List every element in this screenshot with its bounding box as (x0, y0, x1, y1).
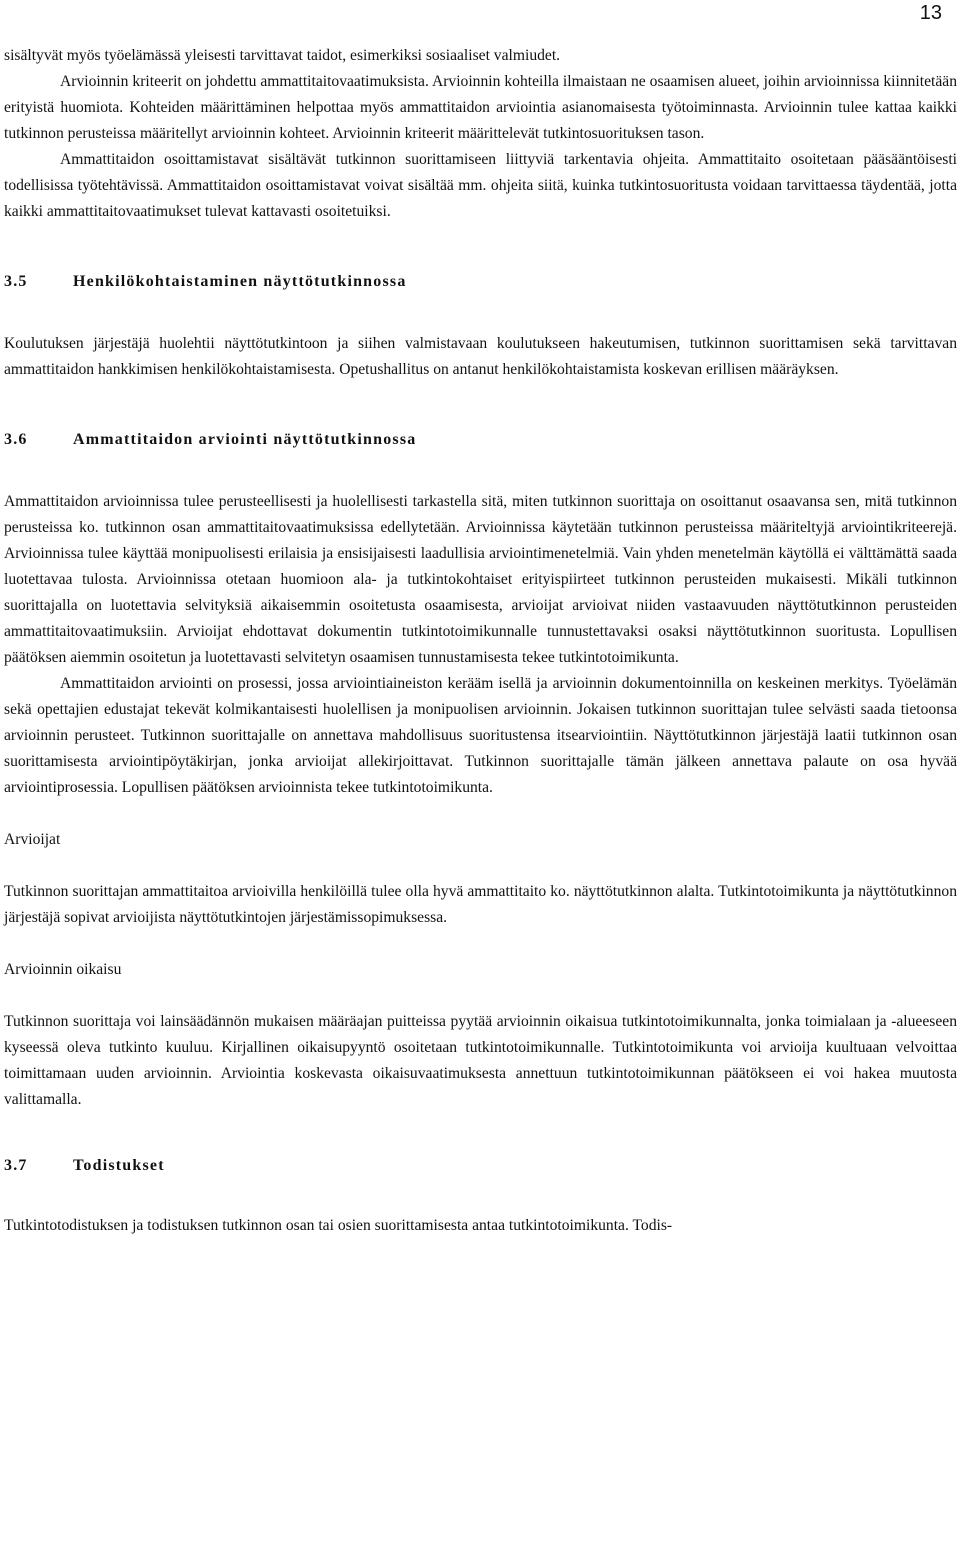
intro-paragraph-3: Ammattitaidon osoittamistavat sisältävät tutkinnon suorittamiseen liittyviä tarkentavia ohjeita. Ammattitaito osoitetaan pääsääntöisesti todellisissa työtehtävissä. Ammattitaidon osoittamistavat voivat sisältää mm. ohjeita siitä, kuinka tutkintosuoritusta voidaan tarvittaessa täydentää, jotta kaikki ammattitaitovaatimukset tulevat kattavasti osoitetuiksi. (4, 151, 957, 220)
section-3-5-heading (4, 269, 957, 295)
section-3-5-paragraph: Koulutuksen järjestäjä huolehtii näyttötutkintoon ja siihen valmistavaan koulutukseen hakeutumisen, tutkinnon suorittamisen sekä tarvittavan ammattitaidon hankkimisen henkilökohtaistamisesta. Opetushallitus on antanut henkilökohtaistamista koskevan erillisen määräyksen. (4, 335, 957, 378)
section-3-6-paragraph-1: Ammattitaidon arvioinnissa tulee perusteellisesti ja huolellisesti tarkastella sitä, miten tutkinnon suorittaja on osoittanut osaavansa sen, mitä tutkinnon perusteissa ko. tutkinnon osan ammattitaitovaatimuksissa edellytetään. Arvioinnissa käytetään tutkinnon perusteissa määriteltyjä arviointikriteerejä. Arvioinnissa tulee käyttää monipuolisesti erilaisia ja ensisijaisesti laadullisia arviointimenetelmiä. Vain yhden menetelmän käytöllä ei välttämättä saada luotettavaa tulosta. Arvioinnissa otetaan huomioon ala- ja tutkintokohtaiset erityispiirteet tutkinnon perusteiden mukaisesti. Mikäli tutkinnon suorittajalla on luotettavia selvityksiä aikaisemmin osoitetusta osaamisesta, arvioijat arvioivat niiden vastaavuuden näyttötutkinnon perusteiden ammattitaitovaatimuksiin. Arvioijat ehdottavat dokumentin tutkintotoimikunnalle tunnustettavaksi osaksi näyttötutkinnon suoritusta. Lopullisen päätöksen aiemmin osoitetun ja luotettavasti selvitetyn osaamisen tunnustamisesta tekee tutkintotoimikunta. (4, 493, 957, 666)
subheading-arvioijat: Arvioijat (4, 831, 61, 848)
section-3-7-paragraph: Tutkintotodistuksen ja todistuksen tutkinnon osan tai osien suorittamisesta antaa tutkintotoimikunta. Todis- (4, 1217, 673, 1234)
section-number: 3.7 (4, 1157, 28, 1174)
arvioijat-paragraph: Tutkinnon suorittajan ammattitaitoa arvioivilla henkilöillä tulee olla hyvä ammattitaito ko. näyttötutkinnon alalta. Tutkintotoimikunta ja näyttötutkinnon järjestäjä sopivat arvioijista näyttötutkintojen järjestämissopimuksessa. (4, 883, 957, 926)
subheading-arvioinnin-oikaisu: Arvioinnin oikaisu (4, 961, 122, 978)
section-title: Ammattitaidon arviointi näyttötutkinnossa (73, 431, 417, 448)
section-3-7-heading (4, 1153, 957, 1179)
intro-paragraph-2: Arvioinnin kriteerit on johdettu ammattitaitovaatimuksista. Arvioinnin kohteilla ilmaistaan ne osaamisen alueet, joihin arvioinnissa kiinnitetään erityistä huomiota. Kohteiden määrittäminen helpottaa myös ammattitaidon arviointia asianomaisesta työtoiminnasta. Arvioinnin tulee kattaa kaikki tutkinnon perusteissa määritellyt arvioinnin kohteet. Arvioinnin kriteerit määrittelevät tutkintosuorituksen tason. (4, 73, 957, 142)
page-content (4, 43, 957, 1239)
section-number: 3.6 (4, 431, 28, 448)
section-title: Henkilökohtaistaminen näyttötutkinnossa (73, 273, 407, 290)
page-number: 13 (919, 2, 942, 24)
section-3-6-paragraph-2: Ammattitaidon arviointi on prosessi, jossa arviointiaineiston kerääm isellä ja arvioinnin dokumentoinnilla on keskeinen merkitys. Työelämän sekä opettajien edustajat tekevät kolmikantaisesti huolellisen ja monipuolisen arvioinnin. Jokaisen tutkinnon suorittajan tulee selvästi saada tietoonsa arvioinnin perusteet. Tutkinnon suorittajalle on annettava mahdollisuus suoritustensa itsearviointiin. Näyttötutkinnon järjestäjä laatii tutkinnon osan suorittamisesta arviointipöytäkirjan, jonka arvioijat allekirjoittavat. Tutkinnon suorittajalle tämän jälkeen annettava palaute on osa hyvää arviointiprosessia. Lopullisen päätöksen arvioinnista tekee tutkintotoimikunta. (4, 675, 957, 796)
section-number: 3.5 (4, 273, 28, 290)
section-3-6-heading (4, 427, 957, 453)
arvioinnin-oikaisu-paragraph: Tutkinnon suorittaja voi lainsäädännön mukaisen määräajan puitteissa pyytää arvioinnin oikaisua tutkintotoimikunnalta, jonka toimialaan ja -alueeseen kyseessä oleva tutkinto kuuluu. Kirjallinen oikaisupyyntö osoitetaan tutkintotoimikunnalle. Tutkintotoimikunta voi arvioija kuultuaan velvoittaa toimittamaan uuden arvioinnin. Arviointia koskevasta oikaisuvaatimuksesta annettuun tutkintotoimikunnan päätökseen ei voi hakea muutosta valittamalla. (4, 1013, 957, 1108)
section-title: Todistukset (73, 1157, 165, 1174)
intro-paragraph-1: sisältyvät myös työelämässä yleisesti tarvittavat taidot, esimerkiksi sosiaaliset valmiudet. (4, 47, 561, 64)
